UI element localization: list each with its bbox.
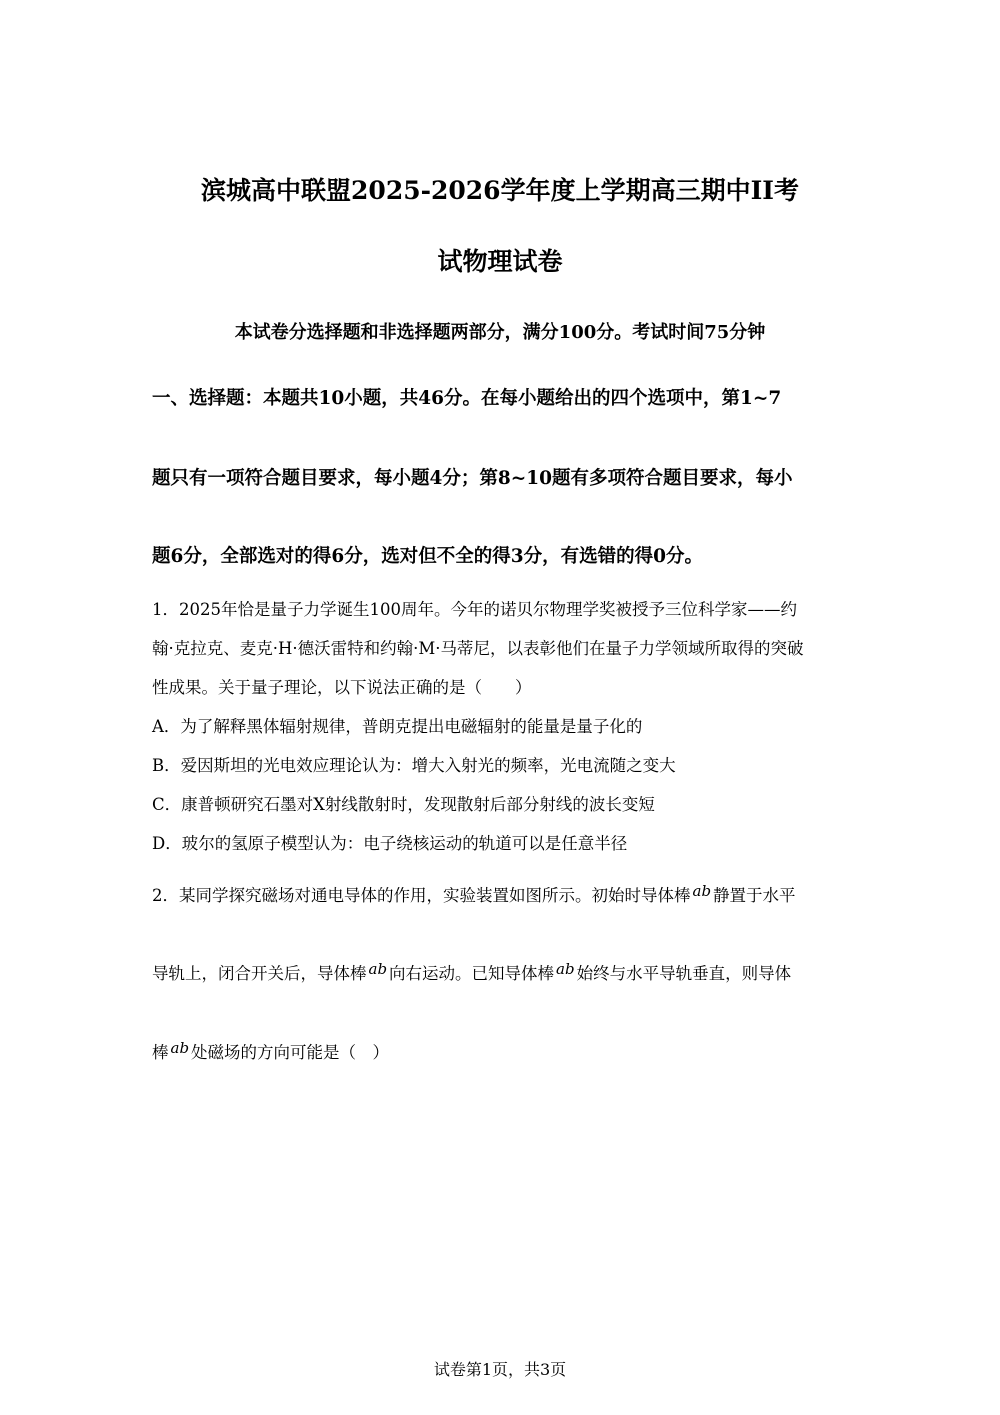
exam-title-line-1: 滨城高中联盟2025-2026学年度上学期高三期中II考	[201, 176, 799, 205]
question-1-option-a: A．为了解释黑体辐射规律，普朗克提出电磁辐射的能量是量子化的	[152, 717, 643, 736]
question-1-stem-line-3: 性成果。关于量子理论，以下说法正确的是（ ）	[152, 678, 532, 697]
question-2-stem-line-1	[152, 882, 796, 906]
variable-ab: ab	[692, 882, 712, 900]
exam-info: 本试卷分选择题和非选择题两部分，满分100分。考试时间75分钟	[234, 322, 766, 343]
question-1-option-c: C．康普顿研究石墨对X射线散射时，发现散射后部分射线的波长变短	[152, 795, 655, 814]
variable-ab: ab	[368, 960, 388, 978]
question-1-stem-line-1: 1．2025年恰是量子力学诞生100周年。今年的诺贝尔物理学奖被授予三位科学家——约	[152, 600, 797, 619]
variable-ab: ab	[170, 1039, 190, 1057]
variable-ab: ab	[556, 960, 575, 978]
section-1-line-1: 一、选择题：本题共10小题，共46分。在每小题给出的四个选项中，第1~7	[152, 388, 782, 409]
question-2-text: 向右运动。已知导体棒	[389, 964, 555, 983]
question-1-option-d: D．玻尔的氢原子模型认为：电子绕核运动的轨道可以是任意半径	[152, 834, 628, 853]
page-footer: 试卷第1页，共3页	[433, 1360, 567, 1379]
section-1-line-3: 题6分，全部选对的得6分，选对但不全的得3分，有选错的得0分。	[152, 546, 703, 567]
question-1-stem-line-2: 翰·克拉克、麦克·H·德沃雷特和约翰·M·马蒂尼，以表彰他们在量子力学领域所取得的突破	[152, 639, 804, 658]
question-2-text: 2．某同学探究磁场对通电导体的作用，实验装置如图所示。初始时导体棒	[152, 886, 691, 905]
question-2-stem-line-3	[152, 1039, 389, 1063]
section-1-line-2: 题只有一项符合题目要求，每小题4分；第8~10题有多项符合题目要求，每小	[152, 468, 793, 489]
question-2-text: 棒	[152, 1043, 169, 1062]
question-2-text: 始终与水平导轨垂直，则导体	[576, 964, 792, 983]
question-1-option-b: B．爱因斯坦的光电效应理论认为：增大入射光的频率，光电流随之变大	[152, 756, 676, 775]
question-2-text: 处磁场的方向可能是（ ）	[191, 1043, 390, 1062]
question-2-text: 导轨上，闭合开关后，导体棒	[152, 964, 367, 983]
question-2-text: 静置于水平	[713, 886, 796, 905]
question-2-stem-line-2	[152, 960, 791, 984]
exam-title-line-2: 试物理试卷	[437, 247, 563, 276]
